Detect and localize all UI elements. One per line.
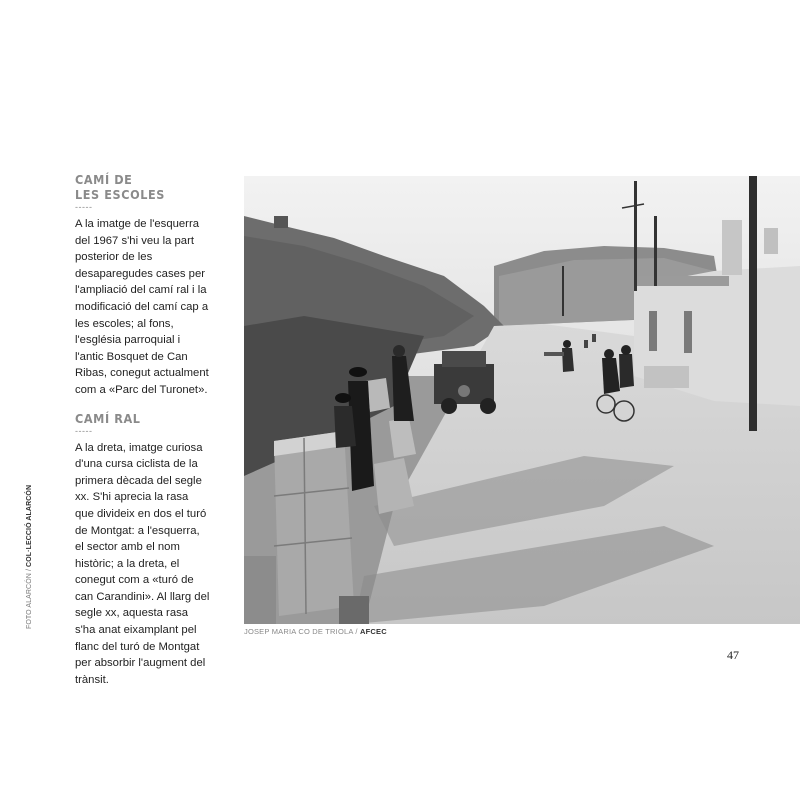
side-credit-collection: COL·LECCIÓ ALARCÓN <box>26 484 33 567</box>
section-title <box>75 172 210 202</box>
section-body: A la imatge de l'esquerra del 1967 s'hi veu la part posterior de les desaparegudes cases per l'ampliació del camí ral i la modificació del camí cap a les escoles; al fons, l'església parroquial i l'antic Bosquet de Can Ribas, conegut actualment com a «Parc del Turonet». <box>75 218 209 396</box>
side-credit-author: FOTO ALARCÓN / <box>26 568 33 629</box>
section-title <box>75 411 210 426</box>
road-bollard <box>366 378 390 412</box>
page-number: 47 <box>727 648 739 662</box>
photo-credit <box>244 627 387 637</box>
stone-wall <box>274 431 354 616</box>
photo-credit-archive: AFCEC <box>360 627 387 636</box>
section-title-line1: CAMÍ RAL <box>75 410 141 426</box>
photo-illustration <box>244 176 800 624</box>
section-cami-ral <box>75 411 210 689</box>
historic-photo <box>244 176 800 624</box>
road-bollard <box>389 418 416 458</box>
side-photo-credit <box>24 469 35 629</box>
section-title-line2: LES ESCOLES <box>75 187 166 202</box>
photo-credit-author: JOSEP MARIA CO DE TRIOLA / <box>244 627 358 636</box>
text-column <box>75 172 210 700</box>
chimney <box>722 220 742 275</box>
telegraph-pole <box>749 176 757 431</box>
section-separator: ----- <box>75 202 93 212</box>
section-separator: ----- <box>75 425 93 436</box>
section-cami-escoles <box>75 172 210 399</box>
section-body: A la dreta, imatge curiosa d'una cursa ciclista de la primera dècada del segle xx. S'hi aprecia la rasa que divideix en dos el turó de Montgat: a l'esquerra, el sector amb el nom històric; a la dreta, el conegut com a «turó de can Carandini». Al llarg del segle xx, aquesta rasa s'ha anat eixamplant pel flanc del turó de Montgat per absorbir l'augment del trànsit. <box>75 441 210 686</box>
road-bollard <box>374 458 414 514</box>
section-title-line1: CAMÍ DE <box>75 172 133 187</box>
